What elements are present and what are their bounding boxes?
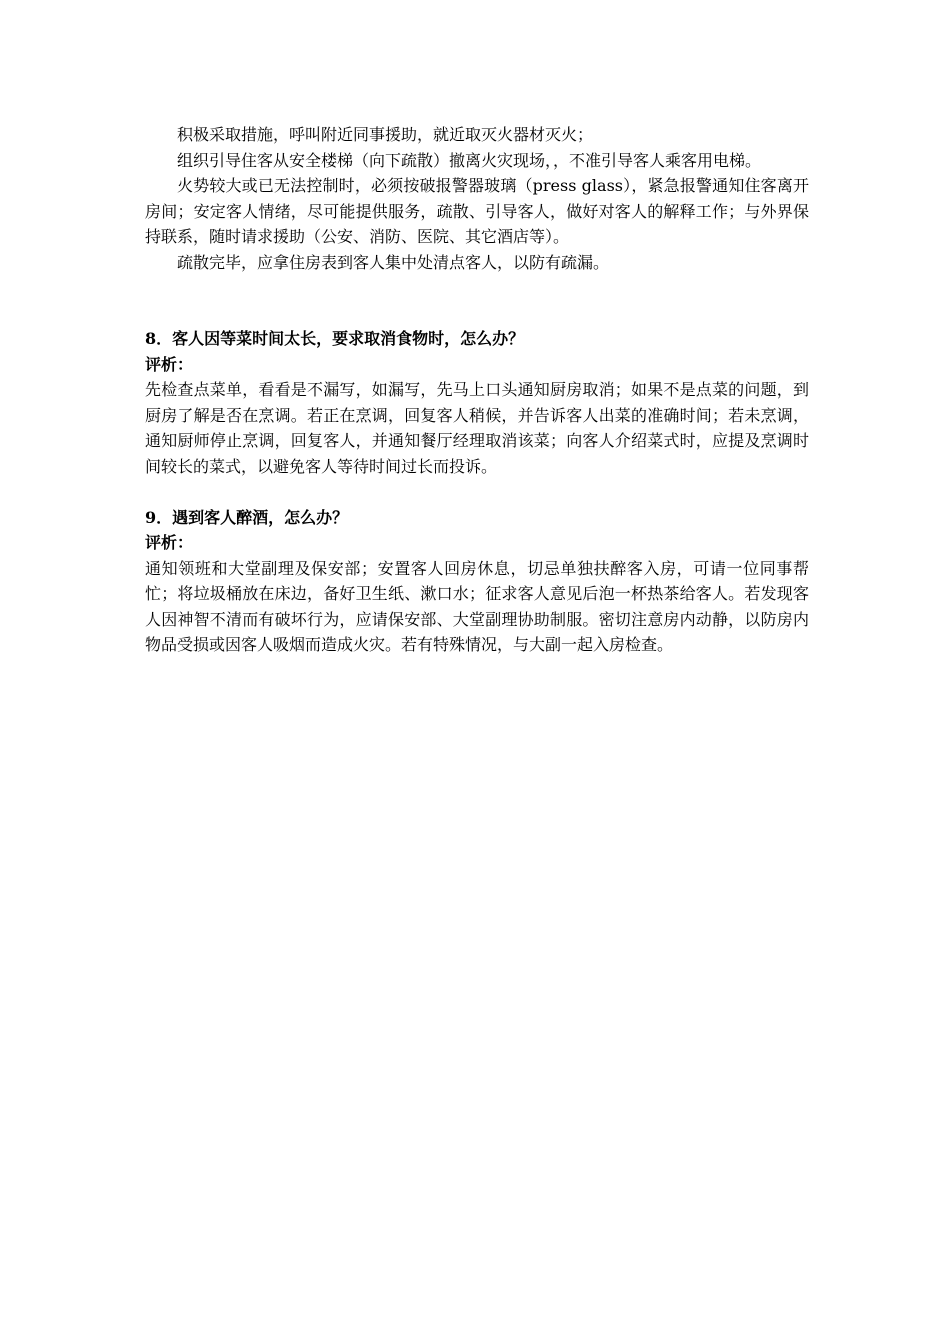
intro-paragraph-2: 组织引导住客从安全楼梯（向下疏散）撤离火灾现场，，不准引导客人乘客用电梯。: [177, 150, 762, 170]
question-9-body: 通知领班和大堂副理及保安部；安置客人回房休息，切忌单独扶醉客入房，可请一位同事帮忙；将垃圾桶放在床边，备好卫生纸、漱口水；征求客人意见后泡一杯热茶给客人。若发现客人因神智不清而有破坏行为，应请保安部、大堂副理协助制服。密切注意房内动静，以防房内物品受损或因客人吸烟而造成火灾。若有特殊情况，与大副一起入房检查。: [145, 558, 809, 654]
intro-paragraph-1: 积极采取措施，呼叫附近同事援助，就近取灭火器材灭火；: [177, 125, 594, 144]
section-gap: [145, 479, 809, 505]
intro-paragraph-4: 疏散完毕，应拿住房表到客人集中处清点客人，以防有疏漏。: [177, 252, 610, 272]
question-8-title: 8．客人因等菜时间太长，要求取消食物时，怎么办？: [145, 329, 525, 348]
section-gap: [145, 275, 809, 326]
question-8-label: 评析：: [145, 354, 194, 374]
question-9-label: 评析：: [145, 533, 194, 552]
document-page: [145, 122, 809, 658]
question-9-title: 9．遇到客人醉酒，怎么办？: [145, 507, 349, 527]
intro-paragraph-3: 火势较大或已无法控制时，必须按破报警器玻璃（press glass），紧急报警通知住客离开房间；安定客人情绪，尽可能提供服务，疏散、引导客人，做好对客人的解释工作；与外界保持联系，随时请求援助（公安、消防、医院、其它酒店等）。: [145, 176, 809, 246]
question-8-body: 先检查点菜单，看看是不漏写，如漏写，先马上口头通知厨房取消；如果不是点菜的问题，到厨房了解是否在烹调。若正在烹调，回复客人稍候，并告诉客人出菜的准确时间；若未烹调，通知厨师停止烹调，回复客人，并通知餐厅经理取消该菜；向客人介绍菜式时，应提及烹调时间较长的菜式，以避免客人等待时间过长而投诉。: [145, 380, 809, 476]
